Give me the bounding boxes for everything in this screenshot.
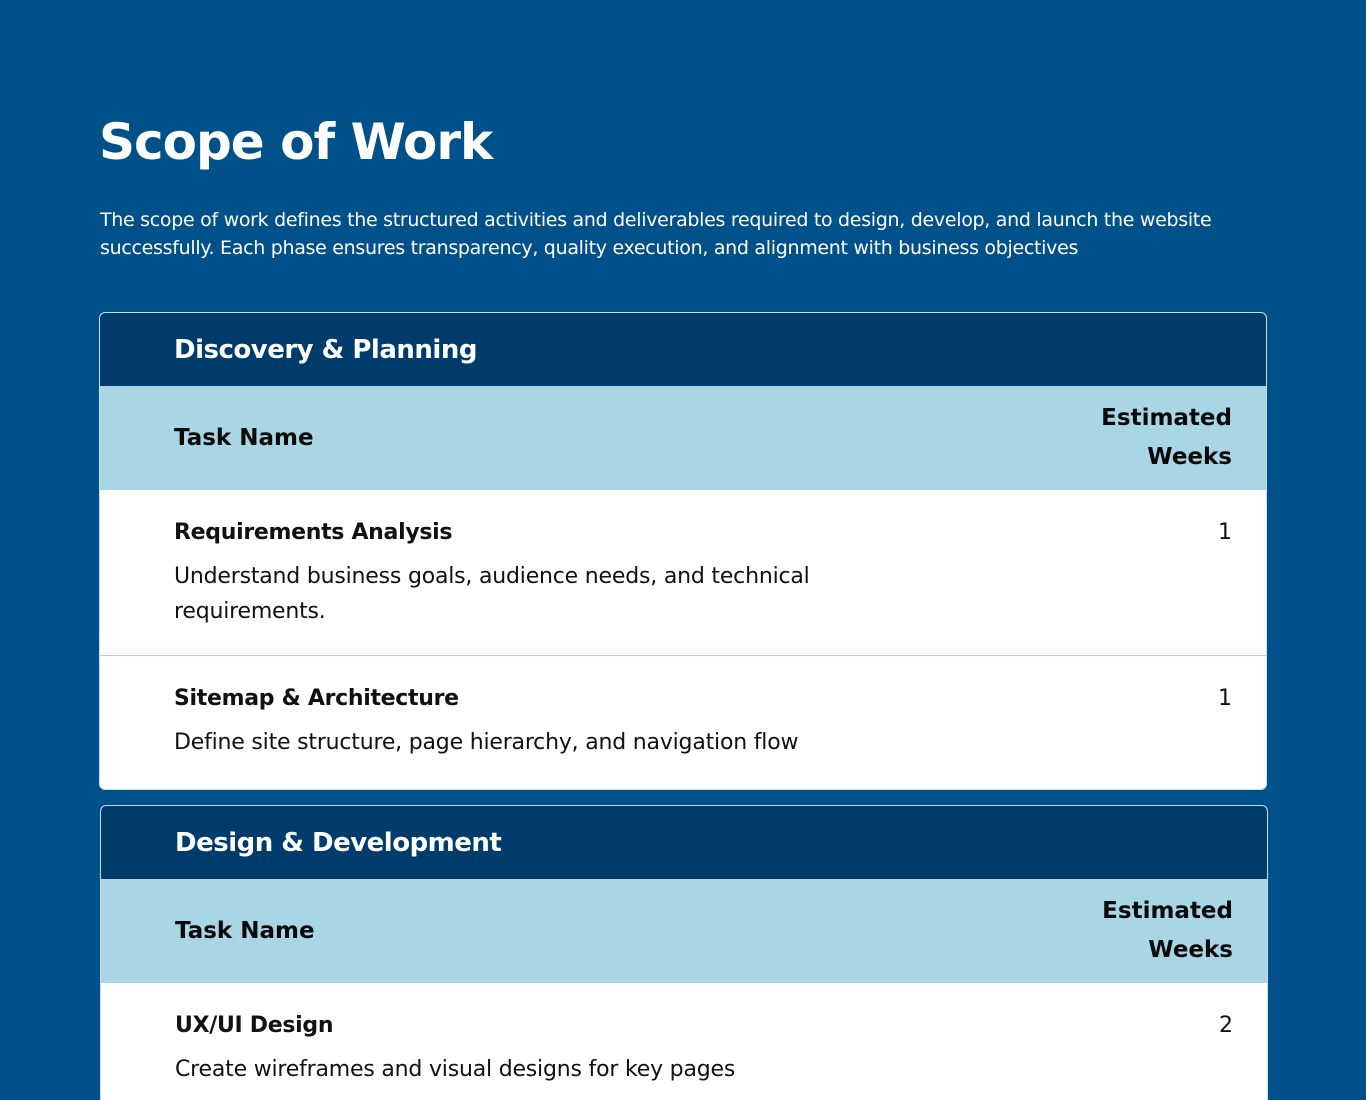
task-description: Define site structure, page hierarchy, and navigation flow xyxy=(174,730,799,755)
section-title: Design & Development xyxy=(101,806,1267,879)
task-description: Create wireframes and visual designs for key pages xyxy=(175,1057,736,1082)
table-row xyxy=(100,490,1266,655)
section-discovery-planning xyxy=(99,312,1267,790)
page-title: Scope of Work xyxy=(99,113,493,171)
table-header xyxy=(101,879,1267,983)
task-weeks: 1 xyxy=(1218,520,1232,545)
section-design-development xyxy=(100,805,1268,1100)
section-title: Discovery & Planning xyxy=(100,313,1266,386)
task-weeks: 2 xyxy=(1219,1013,1233,1038)
column-header-task-name: Task Name xyxy=(175,918,315,944)
column-header-estimated-weeks: Estimated Weeks xyxy=(1102,898,1233,963)
table-header xyxy=(100,386,1266,490)
task-name: UX/UI Design xyxy=(175,1013,334,1038)
task-description: Understand business goals, audience needs, and technical requirements. xyxy=(174,564,810,624)
table-row xyxy=(100,655,1266,788)
task-name: Requirements Analysis xyxy=(174,520,453,545)
task-weeks: 1 xyxy=(1218,686,1232,711)
task-name: Sitemap & Architecture xyxy=(174,686,459,711)
column-header-task-name: Task Name xyxy=(174,425,314,451)
page-content xyxy=(99,112,1267,262)
intro-paragraph: The scope of work defines the structured activities and deliverables required to design, develop, and launch the website successfully. Each phase ensures transparency, quality execution, and alignment with business objectives xyxy=(100,209,1212,259)
column-header-estimated-weeks: Estimated Weeks xyxy=(1101,405,1232,470)
table-row xyxy=(101,983,1267,1100)
